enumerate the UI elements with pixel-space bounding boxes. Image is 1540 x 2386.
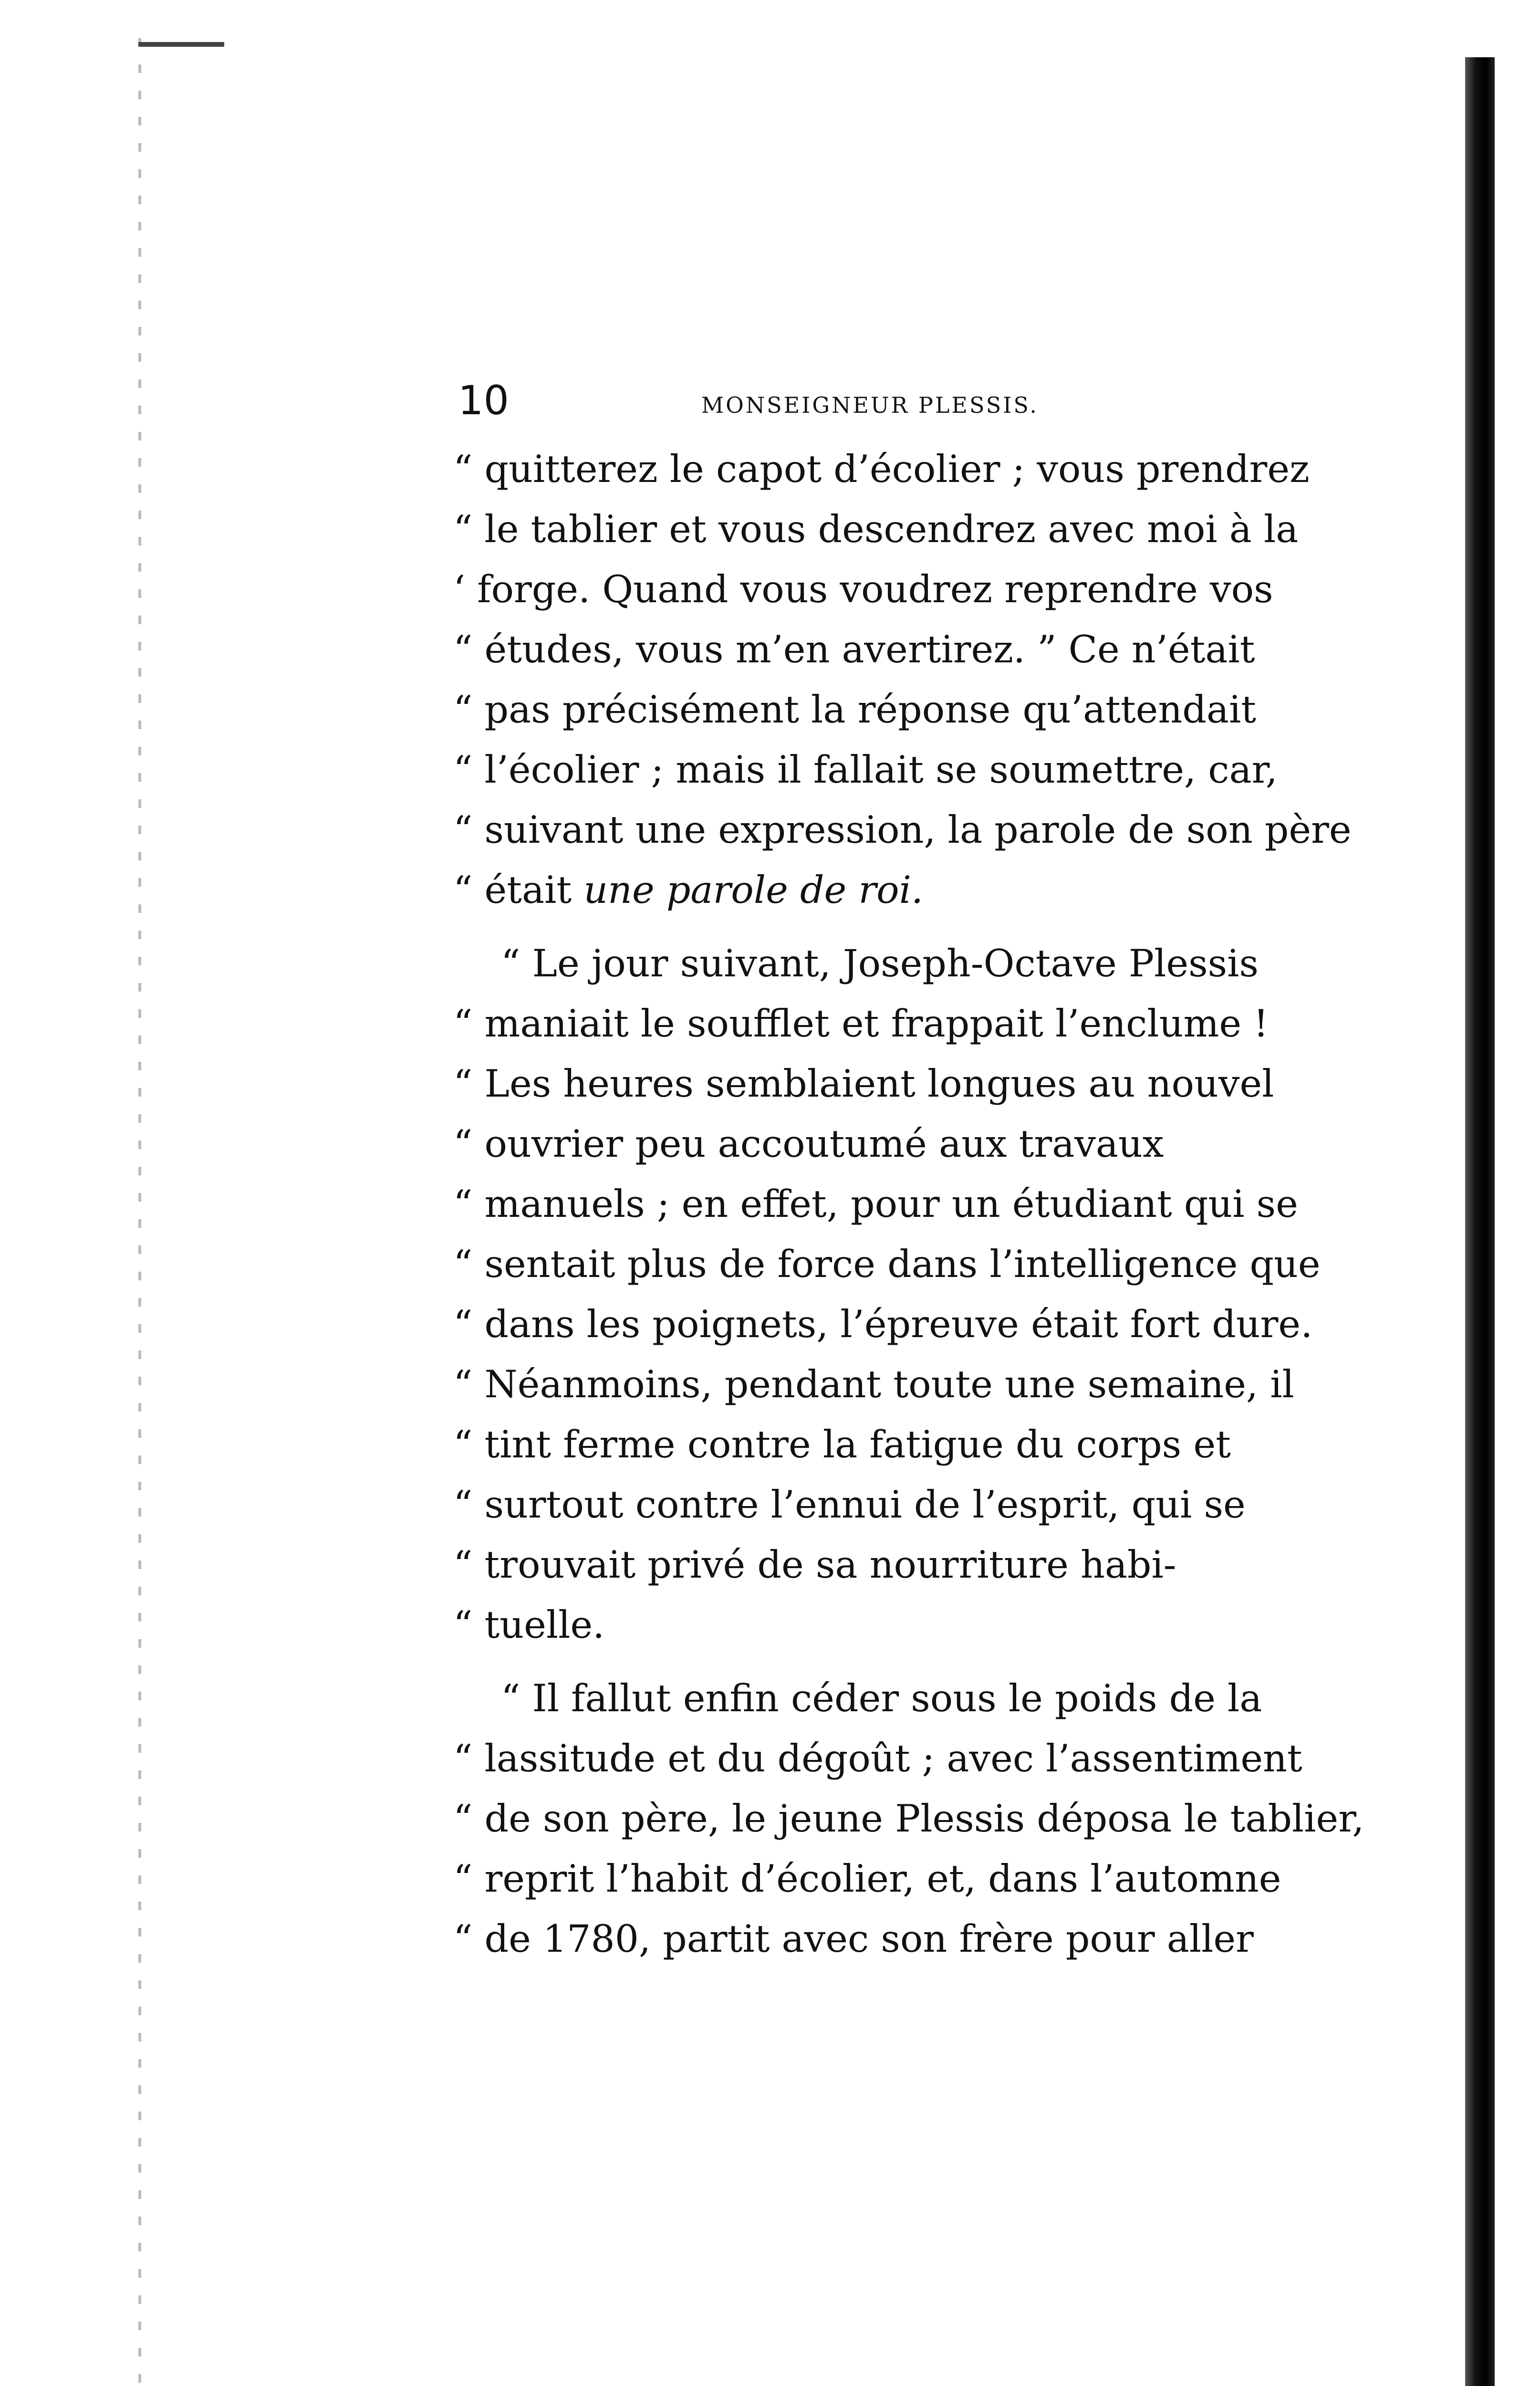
scan-top-mark <box>138 42 224 47</box>
paragraph-3 <box>453 1668 1364 1969</box>
text-line: “ dans les poignets, l’épreuve était fort dure. <box>453 1302 1313 1346</box>
text-line: “ Le jour suivant, Joseph-Octave Plessis <box>501 942 1259 985</box>
text-line: “ trouvait privé de sa nourriture habi- <box>453 1543 1176 1587</box>
text-line: “ études, vous m’en avertirez. ” Ce n’était <box>453 628 1255 671</box>
text-line: “ pas précisément la réponse qu’attendait <box>453 688 1256 732</box>
book-page <box>453 377 1364 1969</box>
paragraph-2 <box>453 933 1345 1655</box>
scan-left-edge <box>138 38 141 2386</box>
paragraph-gap <box>453 920 1345 933</box>
running-title: MONSEIGNEUR PLESSIS. <box>701 392 1039 418</box>
text-line: “ surtout contre l’ennui de l’esprit, qui se <box>453 1483 1246 1527</box>
text-line: “ de son père, le jeune Plessis déposa le tablier, <box>453 1797 1364 1841</box>
paragraph-1 <box>453 439 1352 920</box>
body-text <box>453 439 1364 1969</box>
text-line-final <box>453 860 1345 920</box>
text-line: “ tint ferme contre la fatigue du corps et <box>453 1423 1231 1466</box>
text-line: ‘ forge. Quand vous voudrez reprendre vos <box>453 567 1273 611</box>
text-line: “ maniait le soufflet et frappait l’enclume ! <box>453 1002 1269 1046</box>
running-head <box>453 377 1345 439</box>
text-line: “ le tablier et vous descendrez avec moi à la <box>453 507 1299 551</box>
text-line: “ Il fallut enfin céder sous le poids de la <box>501 1676 1262 1720</box>
text-line: “ ouvrier peu accoutumé aux travaux <box>453 1122 1164 1166</box>
text-line: “ l’écolier ; mais il fallait se soumettre, car, <box>453 748 1278 792</box>
text-line: “ Les heures semblaient longues au nouvel <box>453 1062 1274 1106</box>
text-line: “ sentait plus de force dans l’intelligence que <box>453 1242 1321 1286</box>
text-line: “ lassitude et du dégoût ; avec l’assentiment <box>453 1737 1302 1780</box>
scan-right-edge <box>1465 57 1495 2386</box>
text-line: “ manuels ; en effet, pour un étudiant qui se <box>453 1182 1298 1226</box>
page-number: 10 <box>458 377 509 424</box>
text-line: “ de 1780, partit avec son frère pour aller <box>453 1917 1254 1961</box>
text-line: “ Néanmoins, pendant toute une semaine, il <box>453 1362 1294 1406</box>
text-line: “ suivant une expression, la parole de son père <box>453 808 1352 852</box>
text-line: “ reprit l’habit d’écolier, et, dans l’automne <box>453 1857 1281 1901</box>
paragraph-gap <box>453 1655 1345 1668</box>
italic-phrase: une parole de roi. <box>583 868 924 912</box>
text-line: “ quitterez le capot d’écolier ; vous prendrez <box>453 447 1310 491</box>
text-fragment: “ était <box>453 868 584 912</box>
text-line: “ tuelle. <box>453 1603 605 1647</box>
